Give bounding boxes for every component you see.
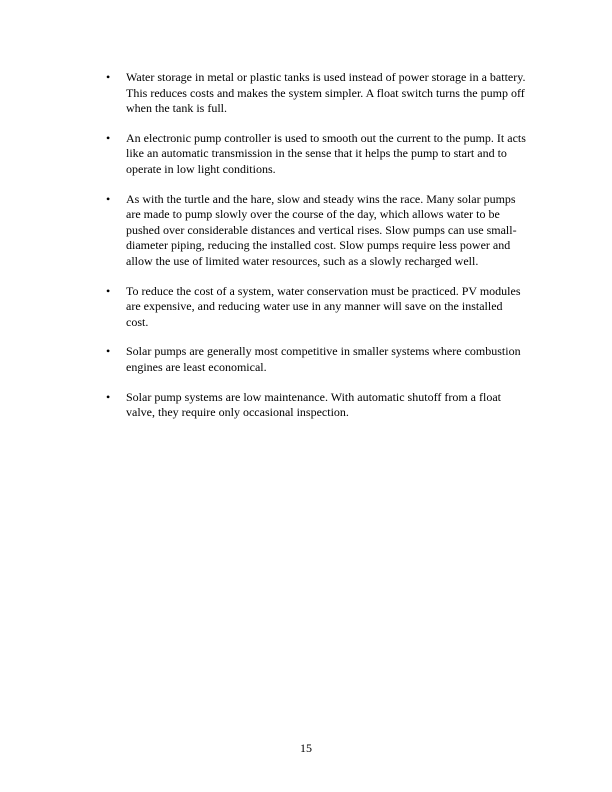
bullet-text: An electronic pump controller is used to smooth out the current to the pump. It acts like an automatic transmission in the sense that it helps the pump to start and to operate in low light conditions. (126, 130, 526, 176)
bullet-item-pump-controller (106, 131, 526, 178)
bullet-icon: • (106, 130, 111, 145)
bullet-text: To reduce the cost of a system, water conservation must be practiced. PV modules are expensive, and reducing water use in any manner will save on the installed cost. (126, 283, 521, 329)
bullet-item-competitive-systems (106, 344, 526, 375)
bullet-icon: • (106, 283, 111, 298)
bullet-item-low-maintenance (106, 390, 526, 421)
bullet-icon: • (106, 70, 111, 84)
bullet-text: Solar pump systems are low maintenance. With automatic shutoff from a float valve, they require only occasional inspection. (126, 389, 501, 420)
bullet-icon: • (106, 191, 111, 206)
bullet-text: Water storage in metal or plastic tanks is used instead of power storage in a battery. This reduces costs and makes the system simpler. A float switch turns the pump off when the tank is full. (126, 70, 526, 116)
bullet-item-water-conservation (106, 284, 526, 331)
page-number: 15 (300, 741, 312, 755)
bullet-icon: • (106, 389, 111, 404)
bullet-icon: • (106, 344, 111, 359)
bullet-item-water-storage (106, 70, 526, 117)
bullet-text: Solar pumps are generally most competitive in smaller systems where combustion engines are least economical. (126, 344, 521, 374)
bullet-list (106, 70, 526, 435)
bullet-text: As with the turtle and the hare, slow and steady wins the race. Many solar pumps are made to pump slowly over the course of the day, which allows water to be pushed over considerable distances and vertical rises. Slow pumps can use small-diameter piping, reducing the installed cost. Slow pumps require less power and allow the use of limited water resources, such as a slowly recharged well. (126, 191, 517, 268)
bullet-item-slow-pumps (106, 192, 526, 270)
